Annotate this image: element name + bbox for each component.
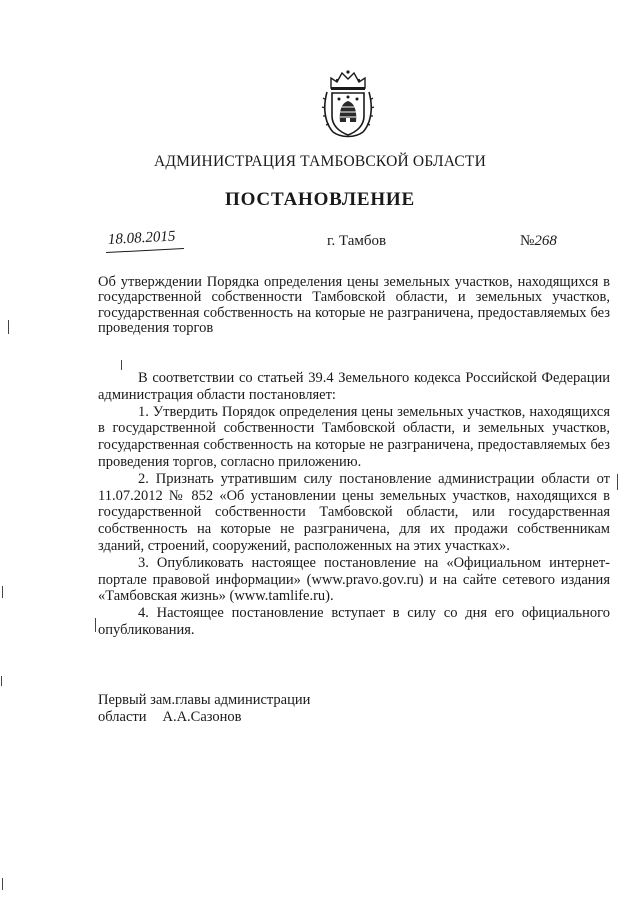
clause-1: 1. Утвердить Порядок определения цены земельных участков, находящихся в государственной собственности Тамбовской области, и земельных участков, государственная собственность на которые не разграничена, предоставляемых без проведения торгов, согласно приложению. xyxy=(98,403,610,470)
scan-artifact xyxy=(2,878,3,890)
signature-block xyxy=(98,692,310,726)
document-body xyxy=(98,370,610,639)
city-name: г. Тамбов xyxy=(327,233,387,249)
signatory-name: А.А.Сазонов xyxy=(162,709,242,725)
document-number xyxy=(520,233,557,250)
date-underline xyxy=(106,248,184,253)
signatory-line xyxy=(98,709,310,726)
document-type: ПОСТАНОВЛЕНИЕ xyxy=(225,189,415,210)
signatory-title: Первый зам.главы администрации xyxy=(98,692,311,708)
number-sign: № xyxy=(520,233,535,249)
document-subject: Об утверждении Порядка определения цены земельных участков, находящихся в государственной собственности Тамбовской области, и земельных участков, государственная собственность на которые не разграничена, предоставляемых без проведения торгов xyxy=(98,274,610,337)
coat-of-arms-icon xyxy=(321,68,375,140)
handwritten-date: 18.08.2015 xyxy=(107,228,176,248)
signatory-title-region: области xyxy=(98,709,147,725)
scan-artifact xyxy=(8,320,9,334)
handwritten-number: 268 xyxy=(534,233,557,249)
clause-4: 4. Настоящее постановление вступает в силу со дня его официального опубликования. xyxy=(98,605,610,638)
scan-artifact xyxy=(617,474,618,490)
clause-3: 3. Опубликовать настоящее постановление на «Официальном интернет-портале правовой информации» (www.pravo.gov.ru) и на сайте сетевого издания «Тамбовская жизнь» (www.tamlife.ru). xyxy=(98,554,610,605)
scan-artifact xyxy=(2,586,3,598)
margin-mark xyxy=(95,618,96,632)
clause-2: 2. Признать утратившим силу постановление администрации области от 11.07.2012 № 852 «Об установлении цены земельных участков, находящихся в государственной собственности Тамбовской области, или государственная собственность на которые не разграничена, для их продажи собственникам зданий, строений, сооружений, расположенных на этих участках». xyxy=(98,470,610,554)
agency-name: АДМИНИСТРАЦИЯ ТАМБОВСКОЙ ОБЛАСТИ xyxy=(154,153,486,170)
scan-artifact xyxy=(1,676,2,686)
preamble-paragraph: В соответствии со статьей 39.4 Земельного кодекса Российской Федерации администрация области постановляет: xyxy=(98,370,610,403)
scan-artifact xyxy=(121,360,122,370)
